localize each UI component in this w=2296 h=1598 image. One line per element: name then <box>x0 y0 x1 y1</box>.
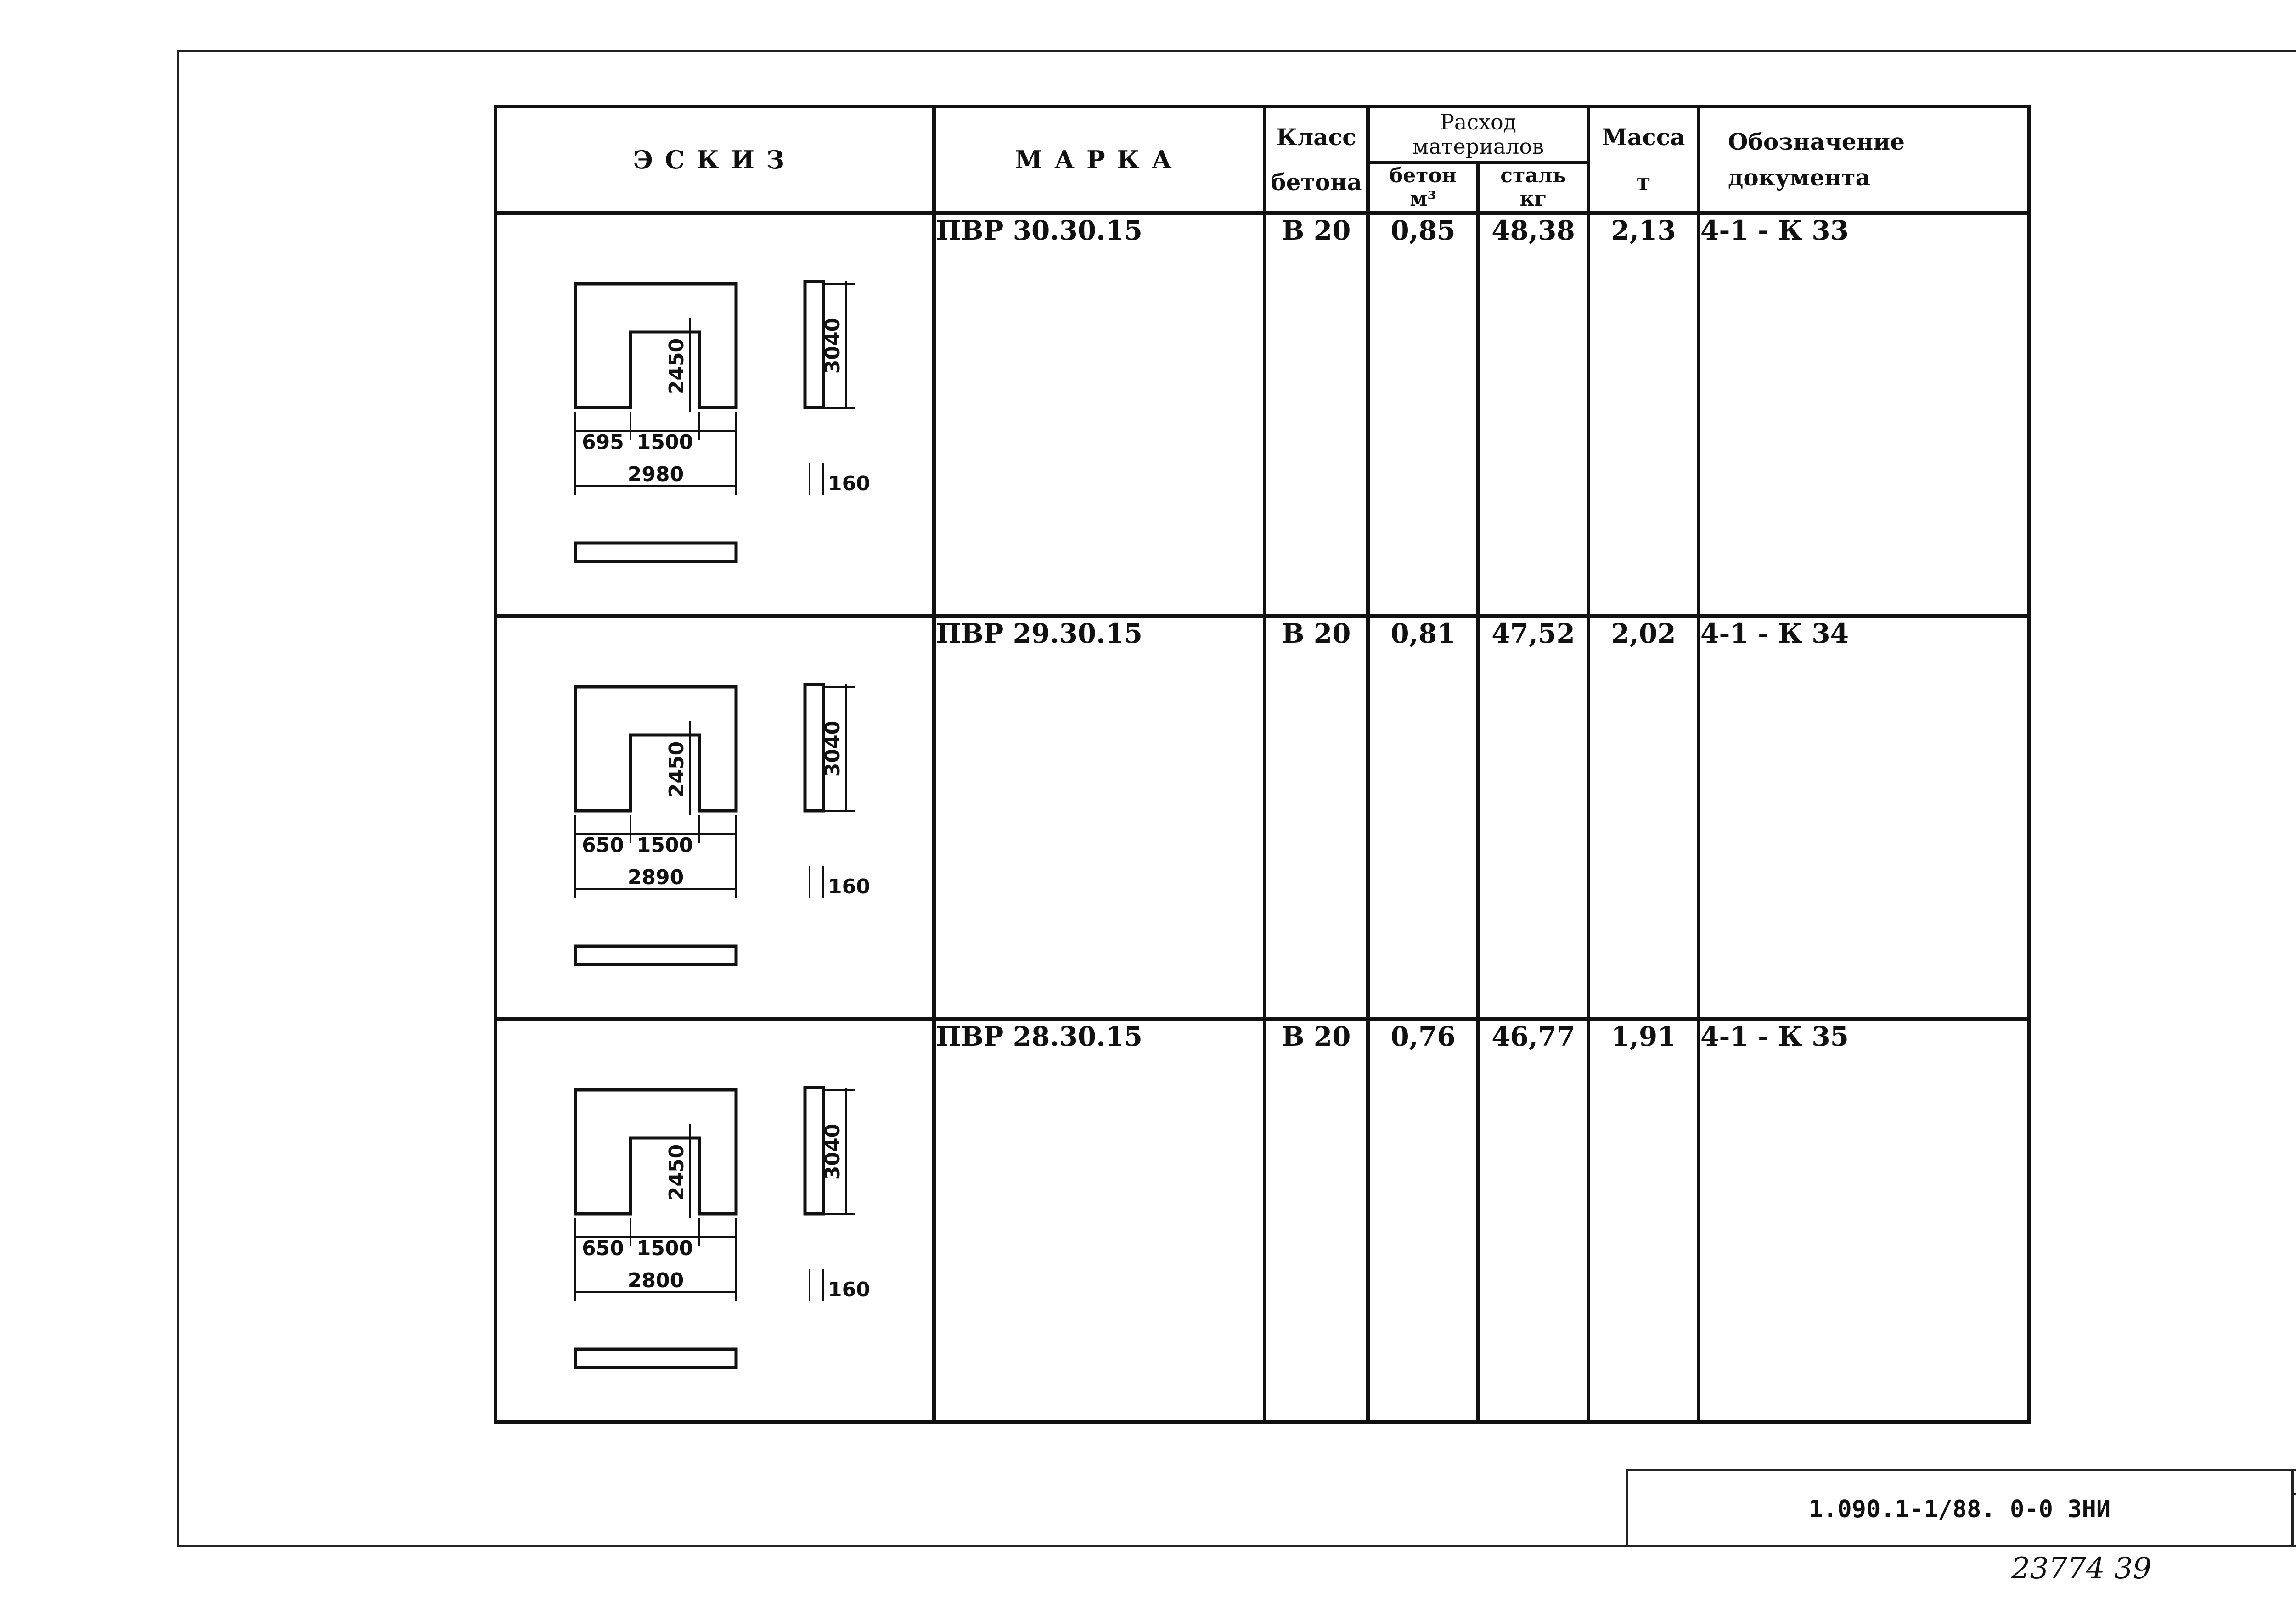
mark-cell: ПВР 29.30.15 <box>934 616 1265 1019</box>
sheet-box <box>2291 1469 2296 1547</box>
specification-table <box>494 105 2031 1424</box>
header-steel-label: сталь <box>1500 164 1566 188</box>
steel-cell: 48,38 <box>1478 213 1588 616</box>
header-class-top: Класс <box>1276 123 1356 151</box>
steel-cell: 46,77 <box>1478 1019 1588 1422</box>
sheet-label <box>2294 1471 2296 1495</box>
header-mass-top: Масса <box>1602 123 1685 151</box>
class-cell: В 20 <box>1265 616 1368 1019</box>
header-sketch: ЭСКИЗ <box>495 107 934 213</box>
document-cell: 4-1 - К 33 <box>1699 213 2029 616</box>
sketch-cell <box>495 213 934 616</box>
header-concrete-unit: м³ <box>1410 187 1436 211</box>
header-mass-unit: т <box>1636 168 1651 196</box>
mass-cell: 2,13 <box>1588 213 1699 616</box>
header-steel <box>1478 163 1588 213</box>
mass-cell: 1,91 <box>1588 1019 1699 1422</box>
dim-height: 3040 <box>821 317 844 374</box>
header-concrete-volume <box>1368 163 1478 213</box>
dim-opening-height: 2450 <box>665 338 688 395</box>
sketch-cell <box>495 616 934 1019</box>
panel-sketch <box>497 618 929 1017</box>
archive-number: 23774 39 <box>2011 1552 2152 1586</box>
header-class-bottom: бетона <box>1271 168 1362 196</box>
panel-sketch <box>497 215 929 614</box>
table-row <box>495 213 2029 616</box>
dim-opening-height: 2450 <box>665 741 688 798</box>
dim-width: 2890 <box>627 865 684 889</box>
sheet-number <box>2294 1495 2296 1546</box>
title-block-code: 1.090.1-1/88. 0-0 3НИ <box>1626 1469 2291 1547</box>
dim-thickness: 160 <box>828 1278 870 1301</box>
dim-height: 3040 <box>821 720 844 777</box>
table-row <box>495 616 2029 1019</box>
dim-side: 695 <box>582 430 624 454</box>
table-row <box>495 1019 2029 1422</box>
header-consumption: Расход материалов <box>1368 107 1588 163</box>
header-row <box>495 107 2029 163</box>
dim-thickness: 160 <box>828 875 870 898</box>
document-cell: 4-1 - К 35 <box>1699 1019 2029 1422</box>
dim-side: 650 <box>582 1236 624 1260</box>
class-cell: В 20 <box>1265 1019 1368 1422</box>
concrete-cell: 0,81 <box>1368 616 1478 1019</box>
dim-opening: 1500 <box>636 833 693 857</box>
dim-opening-height: 2450 <box>665 1144 688 1201</box>
header-doc-bottom: документа <box>1728 163 1871 191</box>
header-mark: МАРКА <box>934 107 1265 213</box>
panel-sketch <box>497 1021 929 1420</box>
header-steel-unit: кг <box>1519 187 1547 211</box>
header-concrete-class <box>1265 107 1368 213</box>
sketch-cell <box>495 1019 934 1422</box>
header-doc-top: Обозначение <box>1728 128 1905 156</box>
concrete-cell: 0,85 <box>1368 213 1478 616</box>
steel-cell: 47,52 <box>1478 616 1588 1019</box>
dim-opening: 1500 <box>636 430 693 454</box>
mass-cell: 2,02 <box>1588 616 1699 1019</box>
dim-width: 2800 <box>627 1268 684 1292</box>
document-cell: 4-1 - К 34 <box>1699 616 2029 1019</box>
class-cell: В 20 <box>1265 213 1368 616</box>
header-mass <box>1588 107 1699 213</box>
mark-cell: ПВР 28.30.15 <box>934 1019 1265 1422</box>
header-concrete-label: бетон <box>1389 164 1457 188</box>
dim-opening: 1500 <box>636 1236 693 1260</box>
concrete-cell: 0,76 <box>1368 1019 1478 1422</box>
dim-width: 2980 <box>627 462 684 486</box>
dim-height: 3040 <box>821 1123 844 1180</box>
dim-thickness: 160 <box>828 471 870 495</box>
dim-side: 650 <box>582 833 624 857</box>
header-document <box>1699 107 2029 213</box>
mark-cell: ПВР 30.30.15 <box>934 213 1265 616</box>
